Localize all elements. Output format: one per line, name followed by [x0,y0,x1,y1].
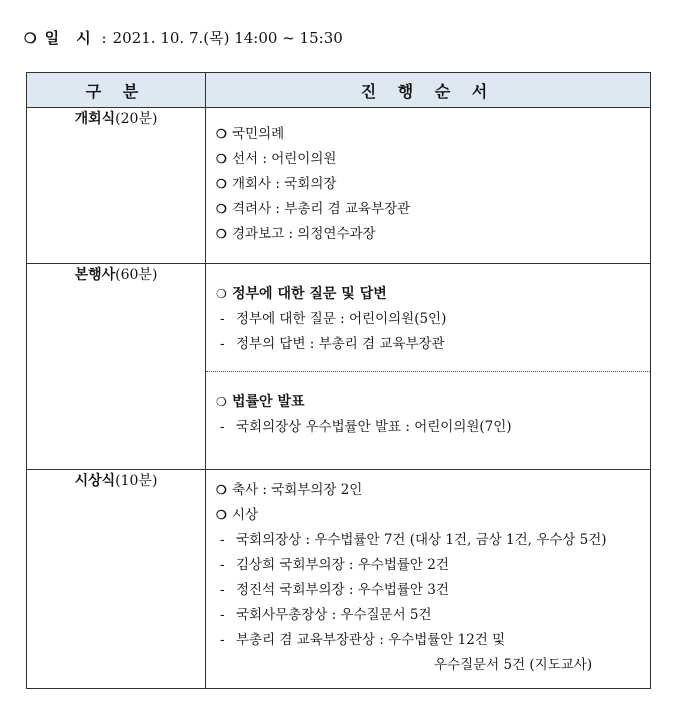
category-name: 본행사 [74,267,116,283]
header-program: 진 행 순 서 [206,73,651,108]
header-category: 구 분 [27,73,206,108]
list-item: ❍ 국민의례 [216,122,650,147]
list-item: ❍ 경과보고 : 의정연수과장 [216,222,650,247]
list-item: - 김상희 국회부의장 : 우수법률안 2건 [220,557,449,573]
list-item-continuation: 우수질문서 5건 (지도교사) [434,657,593,673]
circle-bullet-icon: ❍ [216,287,227,301]
circle-bullet-icon: ❍ [216,227,227,241]
list-item: ❍ 축사 : 국회부의장 2인 [216,478,650,503]
list-item: - 국회사무총장상 : 우수질문서 5건 [220,607,432,623]
list-item: ❍ 선서 : 어린이의원 [216,147,650,172]
event-datetime [24,27,343,48]
circle-bullet-icon: ❍ [216,508,227,522]
category-name: 개회식 [74,111,116,127]
category-cell [27,108,206,264]
datetime-value: 2021. 10. 7.(목) 14:00 ~ 15:30 [112,29,343,47]
list-item: ❍ 격려사 : 부총리 겸 교육부장관 [216,197,650,222]
circle-bullet-icon: ❍ [216,177,227,191]
circle-bullet-icon: ❍ [216,483,227,497]
program-cell [206,264,651,470]
category-duration: (10분) [115,473,158,489]
datetime-label: 일 시 [44,29,97,47]
section-title: ❍ 정부에 대한 질문 및 답변 [216,282,650,307]
table-header-row [27,73,651,108]
circle-bullet-icon: ❍ [216,152,227,166]
category-cell [27,470,206,689]
schedule-table [26,72,651,689]
category-duration: (60분) [115,267,158,283]
section-title: ❍ 법률안 발표 [216,390,650,415]
category-name: 시상식 [74,473,116,489]
section-qa [206,264,650,371]
list-item: ❍ 개회사 : 국회의장 [216,172,650,197]
list-item: - 정부의 답변 : 부총리 겸 교육부장관 [220,336,445,352]
list-item: - 국회의장상 우수법률안 발표 : 어린이의원(7인) [220,419,512,435]
circle-bullet-icon: ❍ [216,202,227,216]
datetime-colon: : [101,29,107,47]
table-row [27,470,651,689]
list-item: - 정진석 국회부의장 : 우수법률안 3건 [220,582,449,598]
list-item: - 국회의장상 : 우수법률안 7건 (대상 1건, 금상 1건, 우수상 5건) [220,532,607,548]
program-cell [206,470,651,689]
circle-bullet-icon: ❍ [216,127,227,141]
table-row [27,264,651,470]
list-item: - 부총리 겸 교육부장관상 : 우수법률안 12건 및 [220,632,506,648]
list-item: - 정부에 대한 질문 : 어린이의원(5인) [220,311,447,327]
circle-bullet-icon: ❍ [24,31,37,47]
section-bill [206,372,650,452]
list-item: ❍ 시상 [216,503,650,528]
circle-bullet-icon: ❍ [216,395,227,409]
category-duration: (20분) [115,111,158,127]
program-cell [206,108,651,264]
table-row [27,108,651,264]
category-cell [27,264,206,470]
